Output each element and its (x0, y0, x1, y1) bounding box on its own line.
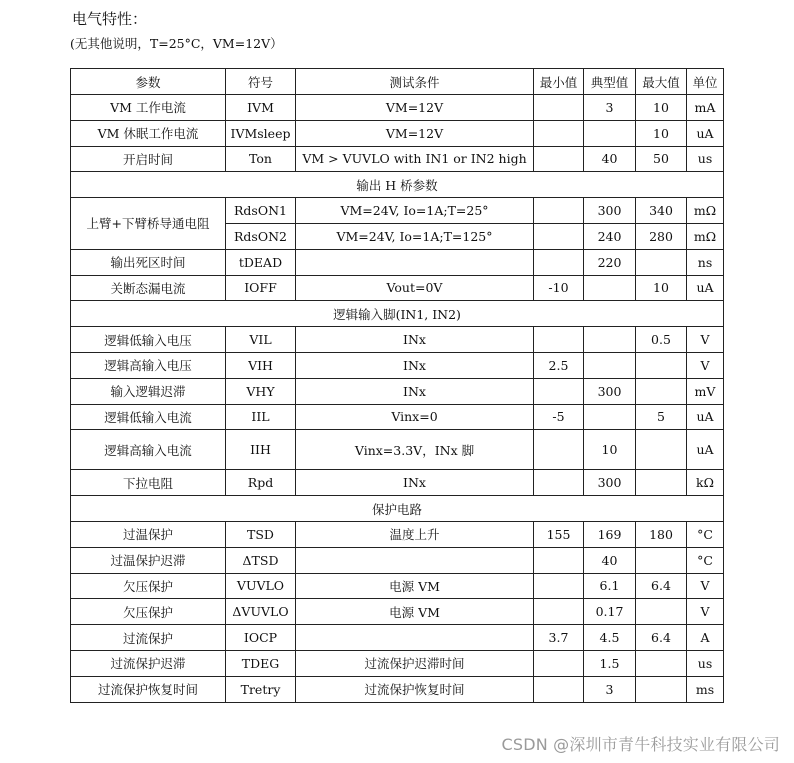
max-cell: 10 (636, 95, 687, 121)
symbol-cell: IIL (226, 404, 296, 430)
param-cell: 逻辑高输入电流 (71, 430, 226, 470)
param-cell: 关断态漏电流 (71, 275, 226, 301)
symbol-cell: tDEAD (226, 249, 296, 275)
unit-cell: ns (687, 249, 724, 275)
watermark: CSDN @深圳市青牛科技实业有限公司 (501, 735, 780, 754)
table-row (71, 521, 724, 547)
condition-cell (296, 625, 534, 651)
max-cell: 180 (636, 521, 687, 547)
symbol-cell: TSD (226, 521, 296, 547)
max-cell (636, 470, 687, 496)
unit-cell: uA (687, 430, 724, 470)
column-header: 参数 (71, 69, 226, 95)
symbol-cell: TDEG (226, 650, 296, 676)
typ-cell: 1.5 (584, 650, 636, 676)
param-cell: 过温保护迟滞 (71, 547, 226, 573)
min-cell (534, 650, 584, 676)
table-row (71, 249, 724, 275)
min-cell: -5 (534, 404, 584, 430)
typ-cell: 40 (584, 146, 636, 172)
max-cell (636, 650, 687, 676)
unit-cell: °C (687, 547, 724, 573)
unit-cell: A (687, 625, 724, 651)
typ-cell: 0.17 (584, 599, 636, 625)
unit-cell: V (687, 573, 724, 599)
min-cell (534, 599, 584, 625)
symbol-cell: RdsON1 (226, 198, 296, 224)
unit-cell: mA (687, 95, 724, 121)
unit-cell: uA (687, 120, 724, 146)
max-cell (636, 676, 687, 702)
symbol-cell: VHY (226, 378, 296, 404)
unit-cell: V (687, 599, 724, 625)
unit-cell: ms (687, 676, 724, 702)
table-row (71, 327, 724, 353)
param-cell: 过流保护 (71, 625, 226, 651)
typ-cell: 300 (584, 198, 636, 224)
min-cell (534, 573, 584, 599)
table-row (71, 599, 724, 625)
table-row (71, 573, 724, 599)
min-cell (534, 95, 584, 121)
param-cell: 欠压保护 (71, 573, 226, 599)
max-cell: 50 (636, 146, 687, 172)
max-cell: 340 (636, 198, 687, 224)
min-cell: 3.7 (534, 625, 584, 651)
typ-cell: 220 (584, 249, 636, 275)
max-cell: 280 (636, 223, 687, 249)
param-cell: 过流保护迟滞 (71, 650, 226, 676)
unit-cell: V (687, 327, 724, 353)
min-cell (534, 547, 584, 573)
max-cell (636, 599, 687, 625)
condition-cell: VM=12V (296, 95, 534, 121)
symbol-cell: IVM (226, 95, 296, 121)
condition-cell: 电源 VM (296, 599, 534, 625)
min-cell: 2.5 (534, 352, 584, 378)
unit-cell: mΩ (687, 198, 724, 224)
table-row (71, 352, 724, 378)
condition-cell: VM=24V, Io=1A;T=25° (296, 198, 534, 224)
unit-cell: us (687, 650, 724, 676)
symbol-cell: IOFF (226, 275, 296, 301)
param-cell: VM 休眠工作电流 (71, 120, 226, 146)
symbol-cell: ΔTSD (226, 547, 296, 573)
table-row (71, 676, 724, 702)
min-cell (534, 249, 584, 275)
typ-cell: 169 (584, 521, 636, 547)
param-cell: 输入逻辑迟滞 (71, 378, 226, 404)
min-cell (534, 430, 584, 470)
condition-cell: INx (296, 327, 534, 353)
symbol-cell: VUVLO (226, 573, 296, 599)
symbol-cell: VIL (226, 327, 296, 353)
symbol-cell: IIH (226, 430, 296, 470)
symbol-cell: IVMsleep (226, 120, 296, 146)
max-cell (636, 430, 687, 470)
condition-cell (296, 249, 534, 275)
typ-cell: 40 (584, 547, 636, 573)
table-row (71, 625, 724, 651)
param-cell: 逻辑低输入电流 (71, 404, 226, 430)
typ-cell: 300 (584, 470, 636, 496)
section-heading: 电气特性： (72, 10, 148, 28)
max-cell (636, 352, 687, 378)
min-cell (534, 120, 584, 146)
table-row (71, 404, 724, 430)
unit-cell: us (687, 146, 724, 172)
param-cell: 逻辑高输入电压 (71, 352, 226, 378)
min-cell (534, 470, 584, 496)
table-row (71, 198, 724, 224)
table-row (71, 378, 724, 404)
param-cell: VM 工作电流 (71, 95, 226, 121)
max-cell: 10 (636, 120, 687, 146)
max-cell (636, 249, 687, 275)
condition-cell (296, 547, 534, 573)
typ-cell: 6.1 (584, 573, 636, 599)
max-cell (636, 547, 687, 573)
typ-cell (584, 120, 636, 146)
param-cell: 下拉电阻 (71, 470, 226, 496)
symbol-cell: IOCP (226, 625, 296, 651)
electrical-characteristics-table (70, 68, 724, 703)
typ-cell: 3 (584, 676, 636, 702)
symbol-cell: VIH (226, 352, 296, 378)
section-title-protection: 保护电路 (71, 496, 724, 522)
symbol-cell: Rpd (226, 470, 296, 496)
min-cell (534, 198, 584, 224)
condition-cell: Vout=0V (296, 275, 534, 301)
param-cell: 过流保护恢复时间 (71, 676, 226, 702)
condition-cell: 电源 VM (296, 573, 534, 599)
min-cell (534, 327, 584, 353)
condition-cell: Vinx=0 (296, 404, 534, 430)
table-row (71, 470, 724, 496)
column-header: 测试条件 (296, 69, 534, 95)
min-cell (534, 223, 584, 249)
symbol-cell: Ton (226, 146, 296, 172)
test-conditions-note: (无其他说明，T=25°C，VM=12V） (70, 36, 283, 51)
max-cell (636, 378, 687, 404)
typ-cell: 240 (584, 223, 636, 249)
unit-cell: uA (687, 404, 724, 430)
condition-cell: VM > VUVLO with IN1 or IN2 high (296, 146, 534, 172)
section-row (71, 172, 724, 198)
table-row (71, 547, 724, 573)
typ-cell (584, 275, 636, 301)
condition-cell: VM=24V, Io=1A;T=125° (296, 223, 534, 249)
param-cell: 过温保护 (71, 521, 226, 547)
typ-cell: 300 (584, 378, 636, 404)
unit-cell: V (687, 352, 724, 378)
section-title-hbridge: 输出 H 桥参数 (71, 172, 724, 198)
typ-cell: 10 (584, 430, 636, 470)
condition-cell: VM=12V (296, 120, 534, 146)
symbol-cell: ΔVUVLO (226, 599, 296, 625)
table-header-row (71, 69, 724, 95)
max-cell: 10 (636, 275, 687, 301)
column-header: 最小值 (534, 69, 584, 95)
typ-cell (584, 404, 636, 430)
unit-cell: uA (687, 275, 724, 301)
condition-cell: 温度上升 (296, 521, 534, 547)
param-cell: 逻辑低输入电压 (71, 327, 226, 353)
max-cell: 6.4 (636, 625, 687, 651)
section-row (71, 496, 724, 522)
min-cell (534, 378, 584, 404)
column-header: 典型值 (584, 69, 636, 95)
table-row (71, 120, 724, 146)
max-cell: 5 (636, 404, 687, 430)
condition-cell: INx (296, 378, 534, 404)
condition-cell: INx (296, 352, 534, 378)
unit-cell: °C (687, 521, 724, 547)
symbol-cell: Tretry (226, 676, 296, 702)
unit-cell: kΩ (687, 470, 724, 496)
typ-cell: 4.5 (584, 625, 636, 651)
section-row (71, 301, 724, 327)
condition-cell: INx (296, 470, 534, 496)
condition-cell: Vinx=3.3V，INx 脚 (296, 430, 534, 470)
param-cell: 开启时间 (71, 146, 226, 172)
max-cell: 0.5 (636, 327, 687, 353)
column-header: 符号 (226, 69, 296, 95)
table-row (71, 430, 724, 470)
column-header: 单位 (687, 69, 724, 95)
typ-cell (584, 352, 636, 378)
section-title-logic: 逻辑输入脚(IN1, IN2) (71, 301, 724, 327)
param-cell: 欠压保护 (71, 599, 226, 625)
table-row (71, 650, 724, 676)
param-cell: 输出死区时间 (71, 249, 226, 275)
symbol-cell: RdsON2 (226, 223, 296, 249)
min-cell (534, 676, 584, 702)
param-cell: 上臂+下臂桥导通电阻 (71, 198, 226, 250)
table-row (71, 275, 724, 301)
column-header: 最大值 (636, 69, 687, 95)
table-row (71, 146, 724, 172)
min-cell (534, 146, 584, 172)
typ-cell: 3 (584, 95, 636, 121)
max-cell: 6.4 (636, 573, 687, 599)
min-cell: -10 (534, 275, 584, 301)
unit-cell: mΩ (687, 223, 724, 249)
unit-cell: mV (687, 378, 724, 404)
table-row (71, 95, 724, 121)
condition-cell: 过流保护恢复时间 (296, 676, 534, 702)
condition-cell: 过流保护迟滞时间 (296, 650, 534, 676)
typ-cell (584, 327, 636, 353)
min-cell: 155 (534, 521, 584, 547)
